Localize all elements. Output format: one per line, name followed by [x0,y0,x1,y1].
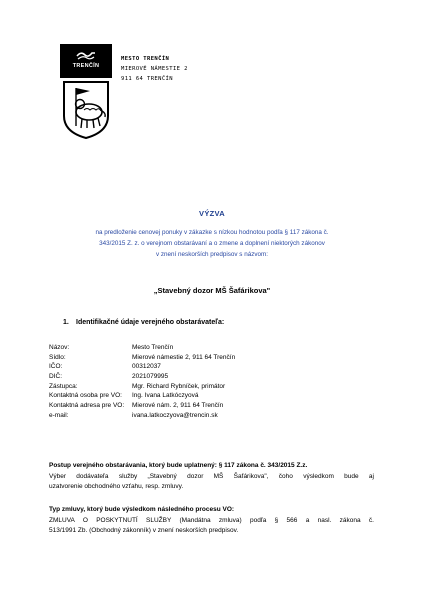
document-title: VÝZVA [199,209,225,218]
info-value: Mgr. Richard Rybníček, primátor [132,382,226,390]
address-line: 911 64 TRENČÍN [121,76,173,82]
contract-subject: „Stavebný dozor MŠ Šafárikova" [153,286,271,295]
info-label: Kontaktná adresa pre VO: [49,402,125,410]
info-value: 2021079995 [132,373,169,381]
section-title: Identifikačné údaje verejného obstarávateľa: [76,319,225,326]
info-value: Ing. Ivana Latkóczyová [132,392,199,400]
email-link[interactable]: ivana.latkoczyova@trencin.sk [132,411,218,419]
subtitle-line: 343/2015 Z. z. o verejnom obstarávaní a o zmene a doplnení niektorých zákonov [99,240,325,247]
document-subtitle [0,227,424,260]
contract-text: ZMLUVA O POSKYTNUTÍ SLUŽBY (Mandátna zmluva) podľa § 566 a nasl. zákona č. [49,516,374,524]
city-logo [60,44,112,140]
info-value: Mesto Trenčín [132,344,174,351]
subtitle-line: v znení neskorších predpisov s názvom: [156,251,268,258]
address-line: MIEROVÉ NÁMESTIE 2 [121,66,188,72]
info-value: Mierové námestie 2, 911 64 Trenčín [132,353,236,361]
logo-mark-icon [75,50,97,60]
logo-banner [60,44,112,78]
info-label: e-mail: [49,411,69,419]
info-label: Zástupca: [49,382,78,390]
sender-address [121,54,188,84]
address-line: MESTO TRENČÍN [121,56,170,62]
info-label: Názov: [49,344,70,351]
info-label: IČO: [49,363,63,371]
procedure-text: uzatvorenie obchodného vzťahu, resp. zmluvy. [49,483,184,490]
logo-name: TRENČÍN [72,63,100,69]
section-number: 1. [63,319,69,326]
section-heading [63,319,224,326]
procedure-text: Výber dodávateľa služby „Stavebný dozor MŠ Šafárikova", čoho výsledkom bude aj [49,472,374,480]
lamb-seal-icon [60,80,112,140]
info-label: Kontaktná osoba pre VO: [49,392,122,400]
contract-text: 513/1991 Zb. (Obchodný zákonník) v znení neskorších predpisov. [49,527,239,534]
info-value: 00312037 [132,363,161,371]
info-value: Mierové nám. 2, 911 64 Trenčín [132,402,224,410]
info-label: Sídlo: [49,353,66,361]
contract-heading: Typ zmluvy, ktorý bude výsledkom následného procesu VO: [49,506,235,513]
procedure-heading: Postup verejného obstarávania, ktorý bude uplatnený: § 117 zákona č. 343/2015 Z.z. [49,462,308,469]
procedure-block [49,461,374,493]
subtitle-line: na predloženie cenovej ponuky v zákazke s nízkou hodnotou podľa § 117 zákona č. [95,229,329,236]
contract-block [49,505,374,537]
info-label: DIČ: [49,373,62,381]
